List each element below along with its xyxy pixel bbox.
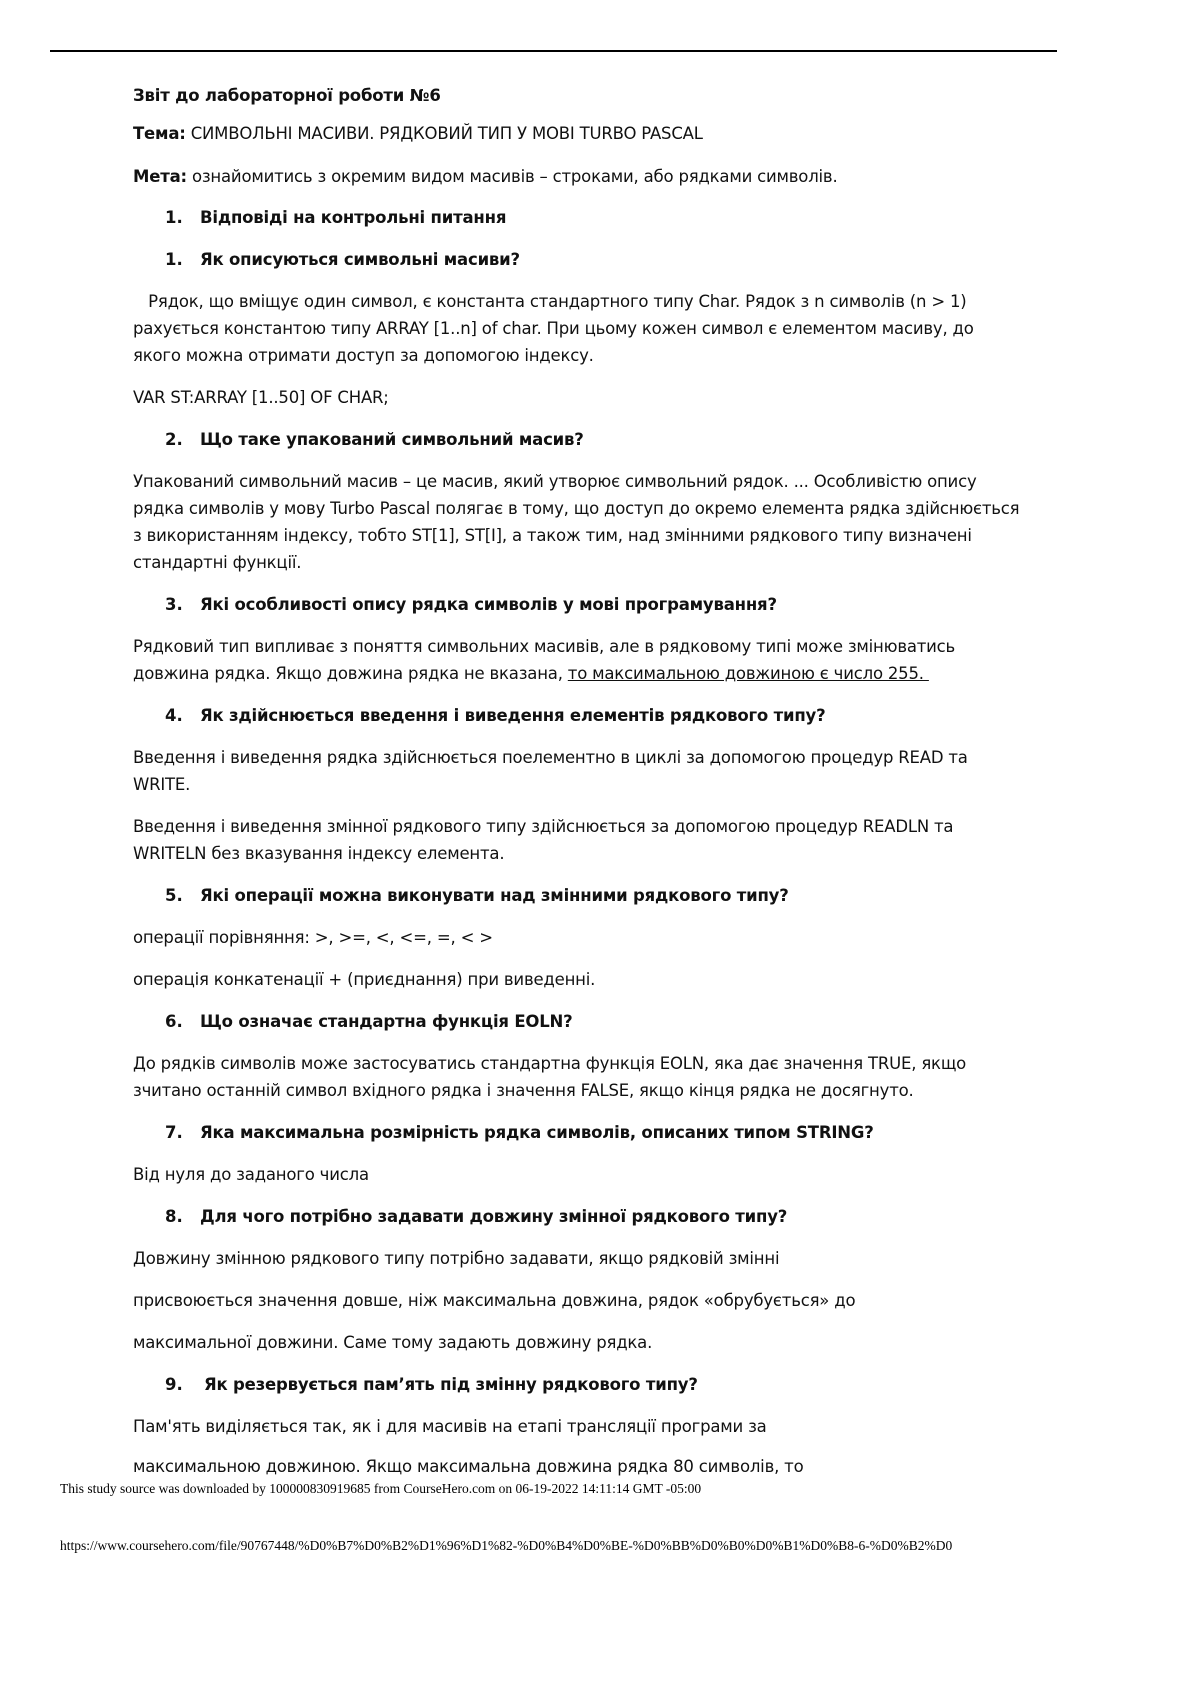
question-number: 9. [165, 1375, 183, 1394]
answer-line: WRITELN без вказування індексу елемента. [133, 844, 505, 863]
code-line: VAR ST:ARRAY [1..50] OF CHAR; [133, 388, 389, 407]
answer-line: з використанням індексу, тобто ST[1], ST[I], а також тим, над змінними рядкового типу визначені [133, 526, 972, 545]
answer-line: Рядок, що вміщує один символ, є константа стандартного типу Char. Рядок з n символів (n > 1) [133, 292, 967, 311]
question-number: 2. [165, 430, 183, 449]
answer-line: операції порівняння: >, >=, <, <=, =, < > [133, 928, 493, 947]
document-title: Звіт до лабораторної роботи №6 [133, 86, 441, 105]
question-heading: Що таке упакований символьний масив? [200, 430, 584, 449]
question-number: 4. [165, 706, 183, 725]
goal-text: ознайомитись з окремим видом масивів – строками, або рядками символів. [186, 167, 838, 186]
question-heading: Як описуються символьні масиви? [200, 250, 520, 269]
goal-label: Мета: [133, 167, 187, 186]
question-number: 5. [165, 886, 183, 905]
answer-line [133, 663, 929, 685]
header-rule [50, 50, 1057, 52]
question-number: 8. [165, 1207, 183, 1226]
question-heading: Для чого потрібно задавати довжину змінної рядкового типу? [200, 1207, 788, 1226]
question-heading: Які операції можна виконувати над змінними рядкового типу? [200, 886, 789, 905]
answer-line: До рядків символів може застосуватись стандартна функція EOLN, яка дає значення TRUE, якщо [133, 1054, 967, 1073]
question-heading: Що означає стандартна функція EOLN? [200, 1012, 573, 1031]
topic-text: СИМВОЛЬНІ МАСИВИ. РЯДКОВИЙ ТИП У МОВІ TURBO PASCAL [185, 124, 703, 143]
question-number: 3. [165, 595, 183, 614]
question-number: 7. [165, 1123, 183, 1142]
answer-line: стандартні функції. [133, 553, 302, 572]
answer-line: максимальною довжиною. Якщо максимальна довжина рядка 80 символів, то [133, 1457, 804, 1476]
answer-line: Упакований символьний масив – це масив, який утворює символьний рядок. ... Особливістю опису [133, 472, 977, 491]
answer-line: операція конкатенації + (приєднання) при виведенні. [133, 970, 596, 989]
underlined-text: то максимальною довжиною є число 255. [567, 664, 929, 683]
question-heading: Яка максимальна розмірність рядка символів, описаних типом STRING? [200, 1123, 874, 1142]
answer-line: максимальної довжини. Саме тому задають довжину рядка. [133, 1333, 653, 1352]
answer-text: довжина рядка. Якщо довжина рядка не вказана, [133, 664, 568, 683]
question-heading: Як резервується пам’ять під змінну рядкового типу? [204, 1375, 698, 1394]
question-heading: Як здійснюється введення і виведення елементів рядкового типу? [200, 706, 826, 725]
section-number: 1. [165, 208, 183, 227]
answer-line: зчитано останній символ вхідного рядка і значення FALSE, якщо кінця рядка не досягнуто. [133, 1081, 914, 1100]
question-number: 1. [165, 250, 183, 269]
download-notice: This study source was downloaded by 100000830919685 from CourseHero.com on 06-19-2022 14:11:14 GMT -05:00 [60, 1481, 702, 1496]
question-number: 6. [165, 1012, 183, 1031]
answer-line: Пам'ять виділяється так, як і для масивів на етапі трансляції програми за [133, 1417, 767, 1436]
answer-line: Довжину змінною рядкового типу потрібно задавати, якщо рядковій змінні [133, 1249, 780, 1268]
source-url[interactable]: https://www.coursehero.com/file/90767448/%D0%B7%D0%B2%D1%96%D1%82-%D0%B4%D0%BE-%D0%BB%D0%B0%D0%B1%D0%B8-6-%D0%B2%D0 [60, 1538, 953, 1553]
question-heading: Які особливості опису рядка символів у мові програмування? [200, 595, 777, 614]
answer-line: Від нуля до заданого числа [133, 1165, 369, 1184]
answer-line: Введення і виведення змінної рядкового типу здійснюється за допомогою процедур READLN та [133, 817, 954, 836]
answer-line: Рядковий тип випливає з поняття символьних масивів, але в рядковому типі може змінюватись [133, 637, 956, 656]
topic-label: Тема: [133, 124, 186, 143]
answer-line: Введення і виведення рядка здійснюється поелементно в циклі за допомогою процедур READ та [133, 748, 968, 767]
answer-line: рахується константою типу ARRAY [1..n] of char. При цьому кожен символ є елементом масиву, до [133, 319, 974, 338]
answer-line: присвоюється значення довше, ніж максимальна довжина, рядок «обрубується» до [133, 1291, 856, 1310]
goal-line [133, 166, 838, 188]
answer-line: WRITE. [133, 775, 191, 794]
answer-line: якого можна отримати доступ за допомогою індексу. [133, 346, 594, 365]
section-title: Відповіді на контрольні питання [200, 208, 507, 227]
answer-line: рядка символів у мову Turbo Pascal полягає в тому, що доступ до окремо елемента рядка здійснюється [133, 499, 1020, 518]
topic-line [133, 123, 703, 145]
